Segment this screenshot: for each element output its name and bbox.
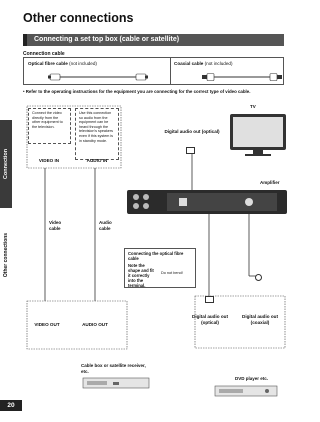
- sidebar-tab-connection: [0, 120, 12, 208]
- audio-cable-label: Audio cable: [99, 220, 112, 231]
- amplifier-jack-4: [143, 203, 149, 209]
- amplifier-jack-1: [133, 194, 139, 200]
- stb-audio-out-label: AUDIO OUT: [82, 322, 108, 327]
- amplifier-jack-3: [133, 203, 139, 209]
- optical-cable-name: Optical fibre cable: [28, 61, 68, 66]
- tv-icon: [229, 113, 287, 157]
- optical-jack-icon: [186, 147, 195, 154]
- amplifier-optical-port: [179, 198, 187, 206]
- coaxial-cable-icon: [202, 72, 282, 82]
- dvd-coaxial-jack-icon: [255, 274, 262, 281]
- note-video-direct: Connect the video directly from the other equipment to the television.: [28, 108, 71, 144]
- amplifier-label: Amplifier: [260, 180, 280, 185]
- video-cable-label: Video cable: [49, 220, 62, 231]
- page-number: 20: [0, 400, 22, 411]
- stb-digital-audio-out-label: Digital audio out (optical): [192, 314, 228, 325]
- optical-note-body: Note the shape and fit it correctly into the terminal.: [128, 263, 154, 288]
- stb-device-label: Cable box or satellite receiver, etc.: [81, 363, 146, 374]
- amplifier-jack-2: [143, 194, 149, 200]
- sidebar-tab-label: Connection: [3, 148, 9, 180]
- optical-note-title: Connecting the optical fibre cable: [128, 251, 184, 261]
- tv-label: TV: [250, 104, 256, 109]
- optical-cable-icon: [48, 72, 148, 82]
- optical-cable-label: [28, 61, 97, 66]
- connection-cable-table: [23, 57, 284, 85]
- amplifier-coaxial-port: [245, 198, 253, 206]
- amplifier-unit: [127, 190, 287, 214]
- tv-digital-optical-label: Digital audio out (optical): [164, 129, 220, 134]
- connection-diagram: [23, 96, 293, 412]
- tv-video-in-label: VIDEO IN: [38, 158, 60, 163]
- sidebar-sub-other-connections: [0, 210, 12, 300]
- connection-cable-heading: Connection cable: [23, 51, 65, 57]
- optical-cable-note: (not included): [67, 61, 97, 66]
- page-title: Other connections: [23, 11, 134, 25]
- do-not-bend-label: Do not bend!: [161, 271, 183, 275]
- optical-connect-note: [124, 248, 196, 288]
- refer-note: • Refer to the operating instructions for the equipment you are connecting for the correct type of video cable.: [23, 89, 251, 94]
- sidebar-sub-label: Other connections: [3, 232, 9, 278]
- stb-video-out-label: VIDEO OUT: [34, 322, 60, 327]
- coaxial-cable-label: [174, 61, 233, 66]
- note-audio-standby: Use this connection so audio from the equipment can be heard through the television's speakers even if this system is in standby mode.: [75, 108, 119, 160]
- section-heading: Connecting a set top box (cable or satellite): [23, 34, 284, 46]
- coaxial-cable-name: Coaxial cable: [174, 61, 204, 66]
- dvd-device-label: DVD player etc.: [235, 376, 269, 381]
- coaxial-cable-note: (not included): [203, 61, 233, 66]
- dvd-digital-audio-out-label: Digital audio out (coaxial): [242, 314, 278, 325]
- stb-optical-jack-icon: [205, 296, 214, 303]
- table-divider: [170, 58, 171, 84]
- tv-audio-in-label: AUDIO IN: [86, 158, 108, 163]
